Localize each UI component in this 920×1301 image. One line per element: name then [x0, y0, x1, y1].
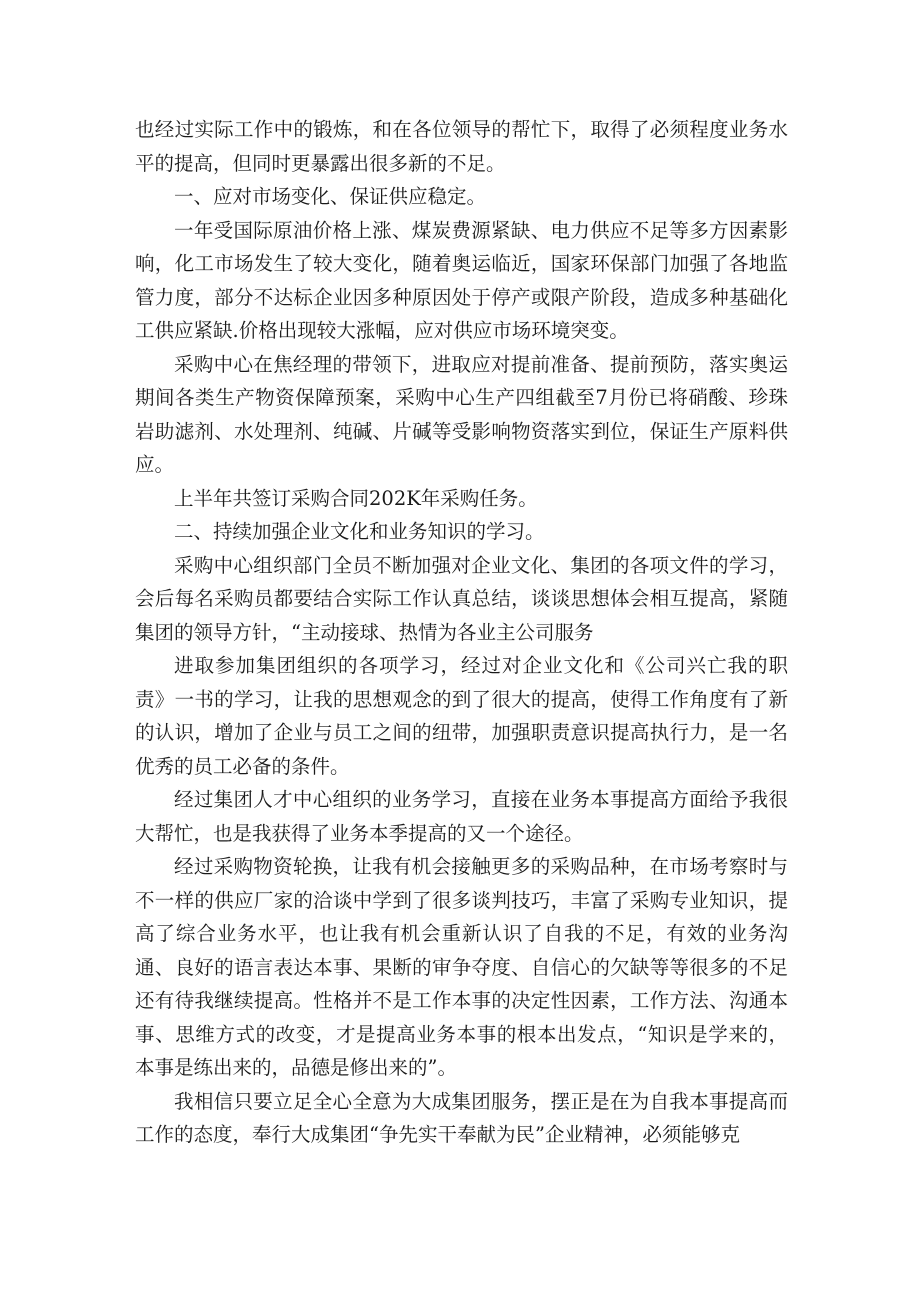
- paragraph: 上半年共签订采购合同202K年采购任务。: [174, 486, 538, 510]
- paragraph: 经过采购物资轮换，让我有机会接触更多的采购品种，在市场考察时与不一样的供应厂家的洽谈中学到了很多谈判技巧，丰富了采购专业知识，提高了综合业务水平，也让我有机会重新认识了自我的不足，有效的业务沟通、良好的语言表达本事、果断的审争夺度、自信心的欠缺等等很多的不足还有待我继续提高。性格并不是工作本事的决定性因素，工作方法、沟通本事、思维方式的改变，才是提高业务本事的根本出发点，“知识是学来的，本事是练出来的，品德是修出来的”。: [135, 855, 788, 1079]
- document-body: [135, 113, 788, 1152]
- paragraph: 采购中心在焦经理的带领下，进取应对提前准备、提前预防，落实奥运期间各类生产物资保障预案，采购中心生产四组截至7月份已将硝酸、珍珠岩助滤剂、水处理剂、纯碱、片碱等受影响物资落实到位，保证生产原料供应。: [135, 352, 788, 476]
- paragraph: 经过集团人才中心组织的业务学习，直接在业务本事提高方面给予我很大帮忙，也是我获得了业务本季提高的又一个途径。: [135, 788, 788, 845]
- paragraph: 进取参加集团组织的各项学习，经过对企业文化和《公司兴亡我的职责》一书的学习，让我的思想观念的到了很大的提高，使得工作角度有了新的认识，增加了企业与员工之间的纽带，加强职责意识提高执行力，是一名优秀的员工必备的条件。: [135, 654, 788, 778]
- section-heading-2: 二、持续加强企业文化和业务知识的学习。: [174, 520, 545, 543]
- paragraph: 我相信只要立足全心全意为大成集团服务，摆正是在为自我本事提高而工作的态度，奉行大成集团“争先实干奉献为民”企业精神，必须能够克: [135, 1089, 788, 1146]
- paragraph-continuation: 也经过实际工作中的锻炼，和在各位领导的帮忙下，取得了必须程度业务水平的提高，但同时更暴露出很多新的不足。: [135, 118, 788, 175]
- section-heading-1: 一、应对市场变化、保证供应稳定。: [174, 185, 487, 208]
- paragraph: 采购中心组织部门全员不断加强对企业文化、集团的各项文件的学习，会后每名采购员都要结合实际工作认真总结，谈谈思想体会相互提高，紧随集团的领导方针，“主动接球、热情为各业主公司服务: [135, 553, 788, 644]
- paragraph: 一年受国际原油价格上涨、煤炭费源紧缺、电力供应不足等多方因素影响，化工市场发生了较大变化，随着奥运临近，国家环保部门加强了各地监管力度，部分不达标企业因多种原因处于停产或限产阶段，造成多种基础化工供应紧缺.价格出现较大涨幅，应对供应市场环境突变。: [135, 218, 788, 342]
